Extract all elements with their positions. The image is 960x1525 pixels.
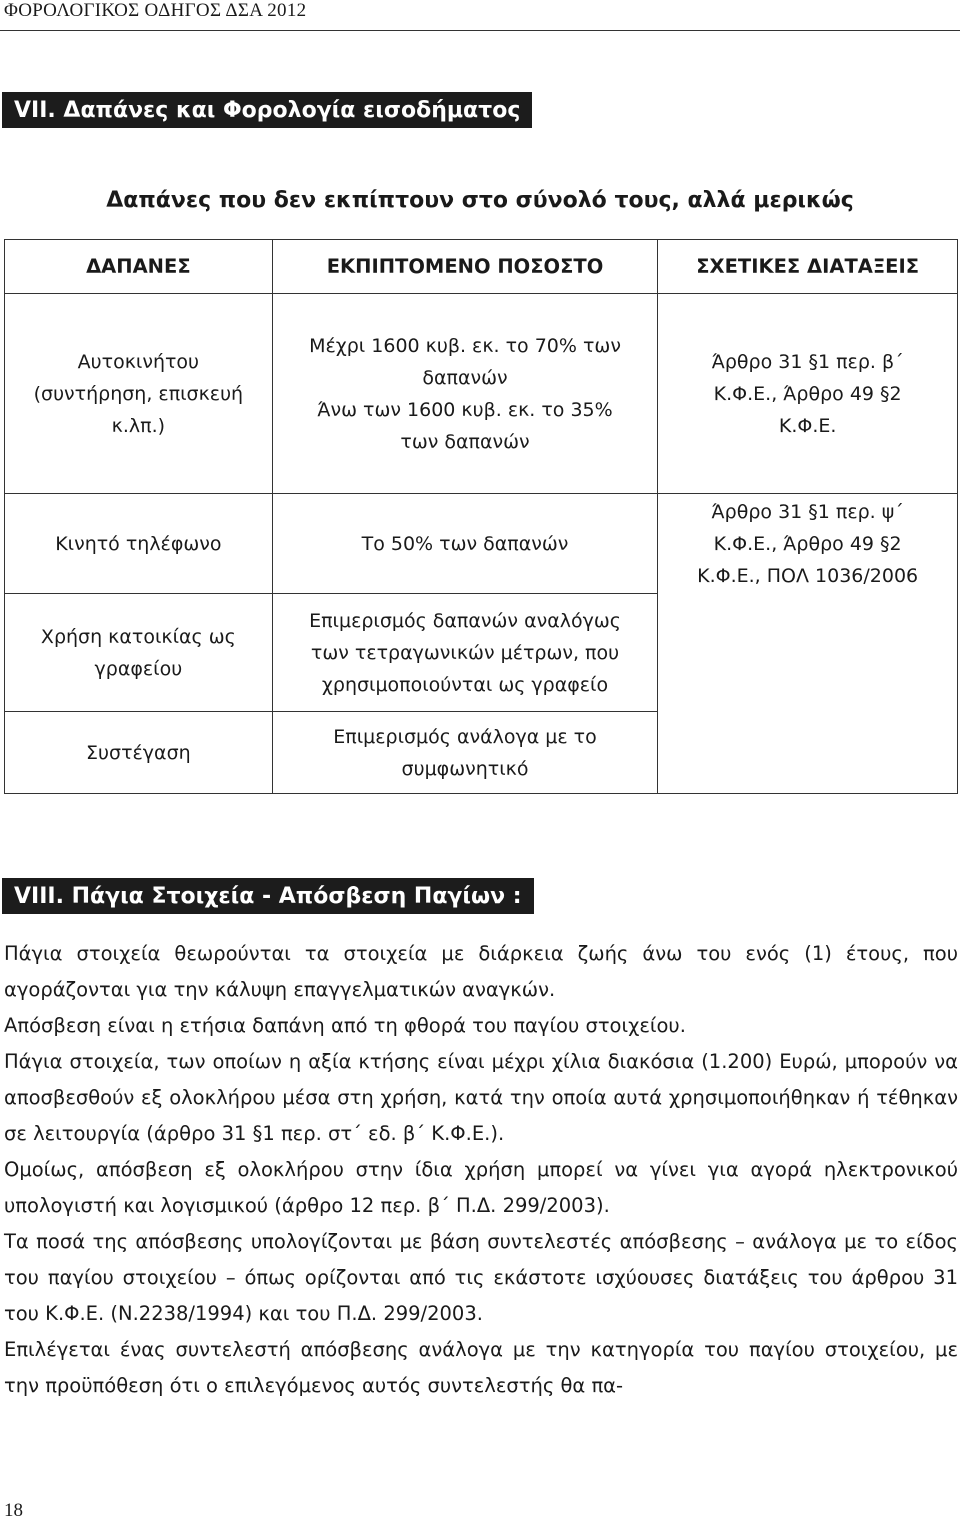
section-7-heading: VII. Δαπάνες και Φορολογία εισοδήματος bbox=[2, 92, 532, 128]
paragraph: Απόσβεση είναι η ετήσια δαπάνη από τη φθορά του παγίου στοιχείου. bbox=[4, 1014, 686, 1037]
expenses-table bbox=[4, 239, 958, 794]
cell-percent: Επιμερισμός ανάλογα με το συμφωνητικό bbox=[272, 712, 658, 794]
paragraph: Τα ποσά της απόσβεσης υπολογίζονται με βάση συντελεστές απόσβεσης – ανάλογα με το είδος του παγίου στοιχείου – όπως ορίζονται από τις εκάστοτε ισχύουσες διατάξεις του άρθρου 31 του Κ.Φ.Ε. (Ν.2238/1994) και του Π.Δ. 299/2003. bbox=[4, 1230, 958, 1325]
cell-expense: Αυτοκινήτου (συντήρηση, επισκευή κ.λπ.) bbox=[5, 294, 273, 494]
header-rule bbox=[0, 30, 960, 31]
section-8-body bbox=[4, 936, 958, 1404]
header-provisions: ΣΧΕΤΙΚΕΣ ΔΙΑΤΑΞΕΙΣ bbox=[658, 240, 958, 294]
table-subtitle: Δαπάνες που δεν εκπίπτουν στο σύνολό τους, αλλά μερικώς bbox=[106, 188, 854, 213]
page-number: 18 bbox=[4, 1500, 23, 1521]
table-header-row bbox=[5, 240, 958, 294]
header-expenses: ΔΑΠΑΝΕΣ bbox=[5, 240, 273, 294]
paragraph: Πάγια στοιχεία θεωρούνται τα στοιχεία με διάρκεια ζωής άνω του ενός (1) έτους, που αγοράζονται για την κάλυψη επαγγελματικών αναγκών. bbox=[4, 942, 958, 1001]
cell-percent: Το 50% των δαπανών bbox=[272, 494, 658, 594]
header-percent: ΕΚΠΙΠΤΟΜΕΝΟ ΠΟΣΟΣΤΟ bbox=[272, 240, 658, 294]
cell-provisions bbox=[658, 712, 958, 794]
running-head: ΦΟΡΟΛΟΓΙΚΟΣ ΟΔΗΓΟΣ ΔΣΑ 2012 bbox=[4, 0, 307, 21]
table-row bbox=[5, 712, 958, 794]
table-row bbox=[5, 594, 958, 712]
table-row bbox=[5, 494, 958, 594]
cell-expense: Κινητό τηλέφωνο bbox=[5, 494, 273, 594]
cell-provisions bbox=[658, 594, 958, 712]
cell-provisions: Άρθρο 31 §1 περ. β΄ Κ.Φ.Ε., Άρθρο 49 §2 Κ.Φ.Ε. bbox=[658, 294, 958, 494]
cell-expense: Χρήση κατοικίας ως γραφείου bbox=[5, 594, 273, 712]
cell-expense: Συστέγαση bbox=[5, 712, 273, 794]
cell-provisions: Άρθρο 31 §1 περ. ψ΄ Κ.Φ.Ε., Άρθρο 49 §2 Κ.Φ.Ε., ΠΟΛ 1036/2006 bbox=[658, 494, 958, 594]
cell-percent: Επιμερισμός δαπανών αναλόγως των τετραγωνικών μέτρων, που χρησιμοποιούνται ως γραφείο bbox=[272, 594, 658, 712]
section-8-heading: VIII. Πάγια Στοιχεία - Απόσβεση Παγίων : bbox=[2, 878, 534, 914]
paragraph: Επιλέγεται ένας συντελεστή απόσβεσης ανάλογα με την κατηγορία του παγίου στοιχείου, με την προϋπόθεση ότι ο επιλεγόμενος αυτός συντελεστής θα πα- bbox=[4, 1338, 958, 1397]
cell-percent: Μέχρι 1600 κυβ. εκ. το 70% των δαπανών Άνω των 1600 κυβ. εκ. το 35% των δαπανών bbox=[272, 294, 658, 494]
paragraph: Πάγια στοιχεία, των οποίων η αξία κτήσης είναι μέχρι χίλια διακόσια (1.200) Ευρώ, μπορούν να αποσβεσθούν εξ ολοκλήρου μέσα στη χρήση, κατά την οποία αυτά χρησιμοποιήθηκαν ή τέθηκαν σε λειτουργία (άρθρο 31 §1 περ. στ΄ εδ. β΄ Κ.Φ.Ε.). bbox=[4, 1050, 958, 1145]
table-row bbox=[5, 294, 958, 494]
paragraph: Ομοίως, απόσβεση εξ ολοκλήρου στην ίδια χρήση μπορεί να γίνει για αγορά ηλεκτρονικού υπολογιστή και λογισμικού (άρθρο 12 περ. β΄ Π.Δ. 299/2003). bbox=[4, 1158, 958, 1217]
